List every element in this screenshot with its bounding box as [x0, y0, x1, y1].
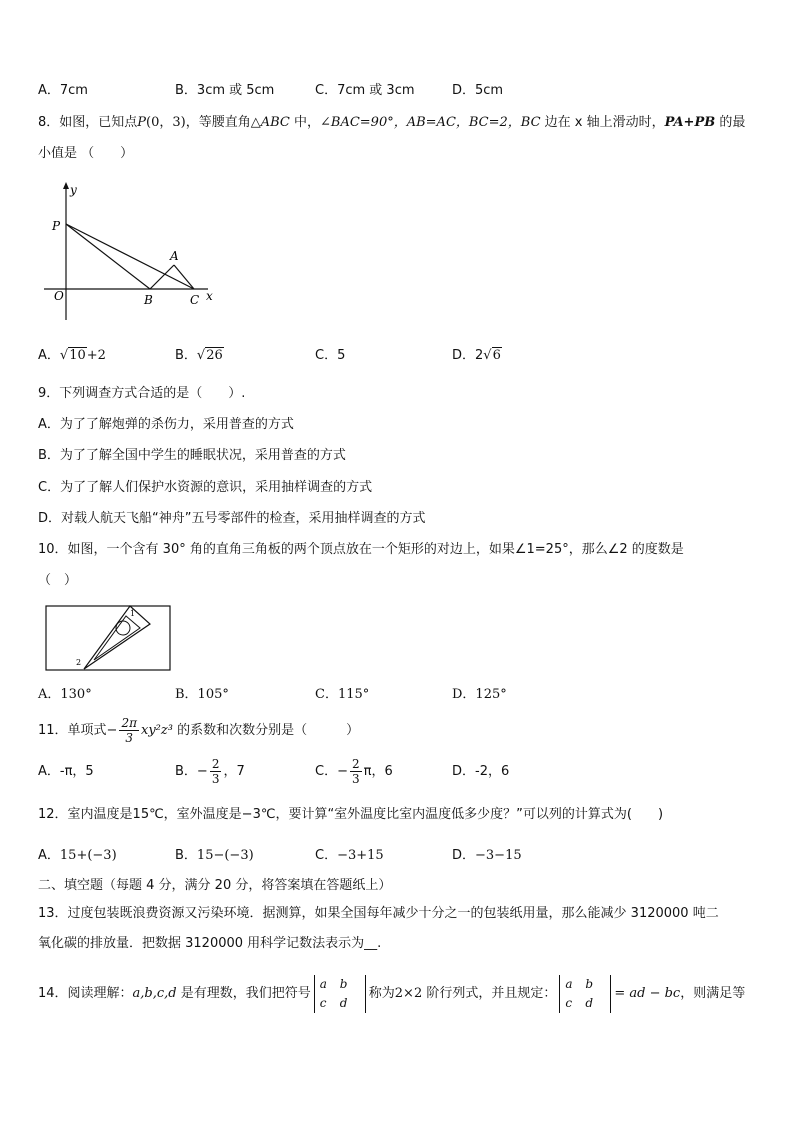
q14-stem: 14．阅读理解：a,b,c,d 是有理数，我们把符号a b c d称为2×2 阶行列式，并且规定：a b c d= ad − bc，则满足等: [38, 972, 745, 1016]
label-b: B: [144, 293, 153, 307]
label-y: y: [70, 183, 77, 197]
q10-stem: 10．如图，一个含有 30° 角的直角三角板的两个顶点放在一个矩形的对边上，如果∠1=25°，那么∠2 的度数是: [38, 542, 684, 557]
q11-option-b: B．− $\frac{2}{3}$ ，7: [175, 757, 245, 786]
q13-line1: 13．过度包装既浪费资源又污染环境．据测算，如果全国每年减少十分之一的包装纸用量，那么能减少 3120000 吨二: [38, 906, 719, 921]
q8-option-a: A．√10+2: [38, 348, 106, 363]
q8-option-c: C．5: [315, 348, 346, 363]
q10-option-b: B．105°: [175, 687, 229, 702]
rectangle: [46, 606, 170, 670]
q7-option-c: C．7cm 或 3cm: [315, 83, 415, 98]
q11-option-d: D．-2，6: [452, 764, 510, 779]
q12-option-d: D．−3−15: [452, 848, 522, 863]
q14-determinant-symbol: a b c d: [314, 975, 366, 1013]
label-o: O: [54, 289, 64, 303]
q9-option-d: D．对载人航天飞船“神舟”五号零部件的检查，采用抽样调查的方式: [38, 511, 426, 526]
label-p: P: [52, 219, 61, 233]
q7-option-b: B．3cm 或 5cm: [175, 83, 275, 98]
q8-stem-line1: 8．如图，已知点P(0，3)，等腰直角△ABC 中，∠BAC=90°，AB=AC，BC=2，BC 边在 x 轴上滑动时，PA+PB 的最: [38, 115, 746, 130]
label-a: A: [170, 249, 179, 263]
q9-option-c: C．为了了解人们保护水资源的意识，采用抽样调查的方式: [38, 480, 373, 495]
q12-option-a: A．15+(−3): [38, 848, 117, 863]
q12-stem: 12．室内温度是15℃，室外温度是−3℃，要计算“室外温度比室内温度低多少度？”可以列的计算式为( ): [38, 807, 664, 822]
q10-option-c: C．115°: [315, 687, 370, 702]
q9-stem: 9．下列调查方式合适的是（ ）.: [38, 386, 246, 401]
segment-pb: [66, 224, 150, 289]
q8-coordinate-figure: [40, 180, 220, 325]
q7-option-a: A．7cm: [38, 83, 88, 98]
q9-option-a: A．为了了解炮弹的杀伤力，采用普查的方式: [38, 417, 294, 432]
q11-option-c: C．− $\frac{2}{3}$ π，6: [315, 757, 393, 786]
q10-option-a: A．130°: [38, 687, 92, 702]
q11-stem: 11．单项式− $\frac{2\pi}{3}$ xy²z³ 的系数和次数分别是（ ）: [38, 716, 360, 745]
label-c: C: [190, 293, 200, 307]
q11-option-a: A．-π，5: [38, 764, 94, 779]
q8-option-b: B．√26: [175, 348, 223, 363]
q10-paren: （ ）: [38, 573, 78, 588]
q13-line2: 氧化碳的排放量．把数据 3120000 用科学记数法表示为__.: [38, 936, 382, 951]
q10-rectangle-triangle-figure: [44, 602, 174, 674]
q14-determinant-definition: a b c d: [559, 975, 611, 1013]
segment-ac: [174, 265, 194, 289]
q11-fraction: $\frac{2\pi}{3}$: [121, 716, 137, 745]
triangle-hole: [116, 621, 130, 635]
section-heading-fill-in: 二、填空题（每题 4 分，满分 20 分，将答案填在答题纸上）: [38, 878, 392, 893]
angle-label-2: 2: [76, 658, 82, 667]
q9-option-b: B．为了了解全国中学生的睡眠状况，采用普查的方式: [38, 448, 346, 463]
q12-option-c: C．−3+15: [315, 848, 384, 863]
triangle-ruler-inner: [94, 616, 140, 660]
q8-option-d: D．2√6: [452, 348, 501, 363]
label-x: x: [206, 289, 213, 303]
q10-option-d: D．125°: [452, 687, 507, 702]
q8-stem-line2: 小值是 （ ）: [38, 146, 134, 161]
q7-option-d: D．5cm: [452, 83, 504, 98]
angle-label-1: 1: [130, 609, 136, 618]
q12-option-b: B．15−(−3): [175, 848, 254, 863]
y-axis-arrow: [63, 182, 69, 189]
